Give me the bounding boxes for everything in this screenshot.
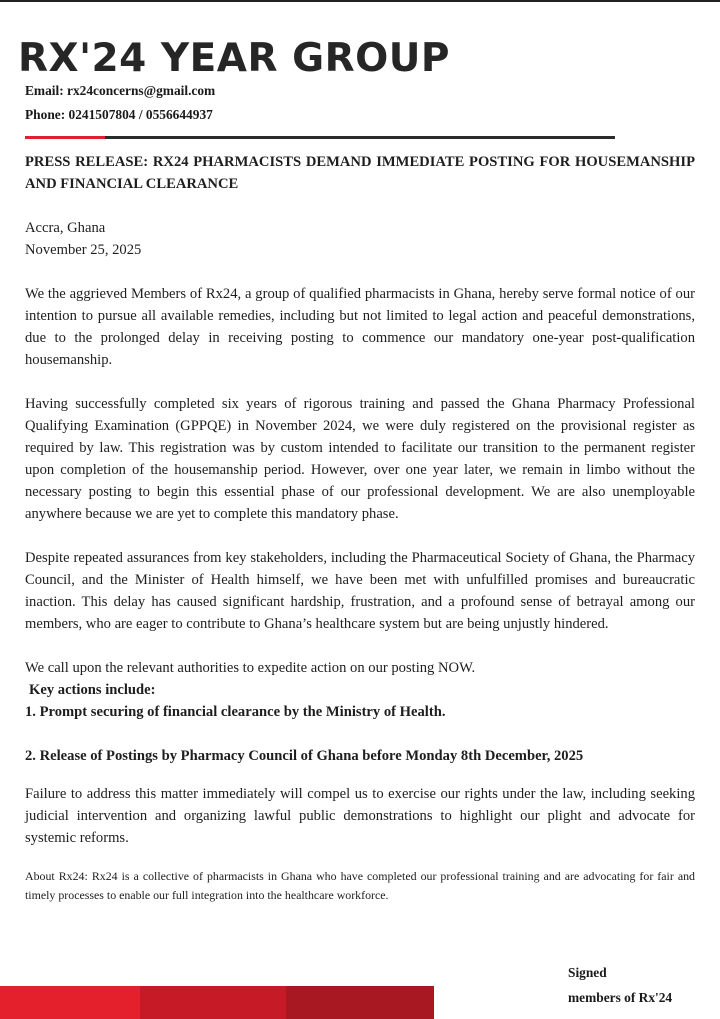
header-divider [105,136,615,139]
key-action-item: 2. Release of Postings by Pharmacy Council of Ghana before Monday 8th December, 2025 [25,748,584,764]
signature-members: members of Rx'24 [568,990,673,1005]
paragraph-background: Having successfully completed six years of rigorous training and passed the Ghana Pharmacy Professional Qualifying Examination (GPPQE) in November 2024, we were duly registered on the provisional register as required by law. This registration was by custom intended to facilitate our transition to the permanent register upon completion of the housemanship period. However, over one year later, we remain in limbo without the necessary posting to begin this essential phase of our professional development. We are also unemployable anywhere because we are yet to complete this mandatory phase. [25,396,695,522]
footer-bar-segment [140,986,286,1019]
footer-bar-segment [0,986,140,1019]
header-divider-accent [25,136,105,139]
location: Accra, Ghana [25,220,106,236]
key-actions-label: Key actions include: [29,682,156,698]
about-note: About Rx24: Rx24 is a collective of pharmacists in Ghana who have completed our professional training and are advocating for fair and timely processes to enable our full integration into the healthcare workforce. [25,869,695,902]
paragraph-stakeholders: Despite repeated assurances from key stakeholders, including the Pharmaceutical Society of Ghana, the Pharmacy Council, and the Minister of Health himself, we have been met with unfulfilled promises and bureaucratic inaction. This delay has caused significant hardship, frustration, and a profound sense of betrayal among our members, who are eager to contribute to Ghana’s healthcare system but are being unjustly hindered. [25,550,695,632]
signature-line: Signed [568,965,607,980]
key-action-item: 1. Prompt securing of financial clearance by the Ministry of Health. [25,704,446,720]
call-to-action: We call upon the relevant authorities to expedite action on our posting NOW. [25,660,476,676]
footer-bar-segment [286,986,434,1019]
release-date: November 25, 2025 [25,242,142,258]
organization-title: RX'24 YEAR GROUP [18,36,451,81]
contact-email: Email: rx24concerns@gmail.com [25,83,216,98]
paragraph-failure-warning: Failure to address this matter immediately will compel us to exercise our rights under the law, including seeking judicial intervention and organizing lawful public demonstrations to highlight our plight and advocate for systemic reforms. [25,786,695,846]
contact-phone: Phone: 0241507804 / 0556644937 [25,107,213,122]
top-border-line [0,0,720,2]
press-release-body [25,151,695,917]
press-release-headline: PRESS RELEASE: RX24 PHARMACISTS DEMAND IMMEDIATE POSTING FOR HOUSEMANSHIP AND FINANCIAL CLEARANCE [25,154,695,192]
dateline [25,217,695,261]
paragraph-intro: We the aggrieved Members of Rx24, a group of qualified pharmacists in Ghana, hereby serve formal notice of our intention to pursue all available remedies, including but not limited to legal action and peaceful demonstrations, due to the prolonged delay in receiving posting to commence our mandatory one-year post-qualification housemanship. [25,286,695,368]
